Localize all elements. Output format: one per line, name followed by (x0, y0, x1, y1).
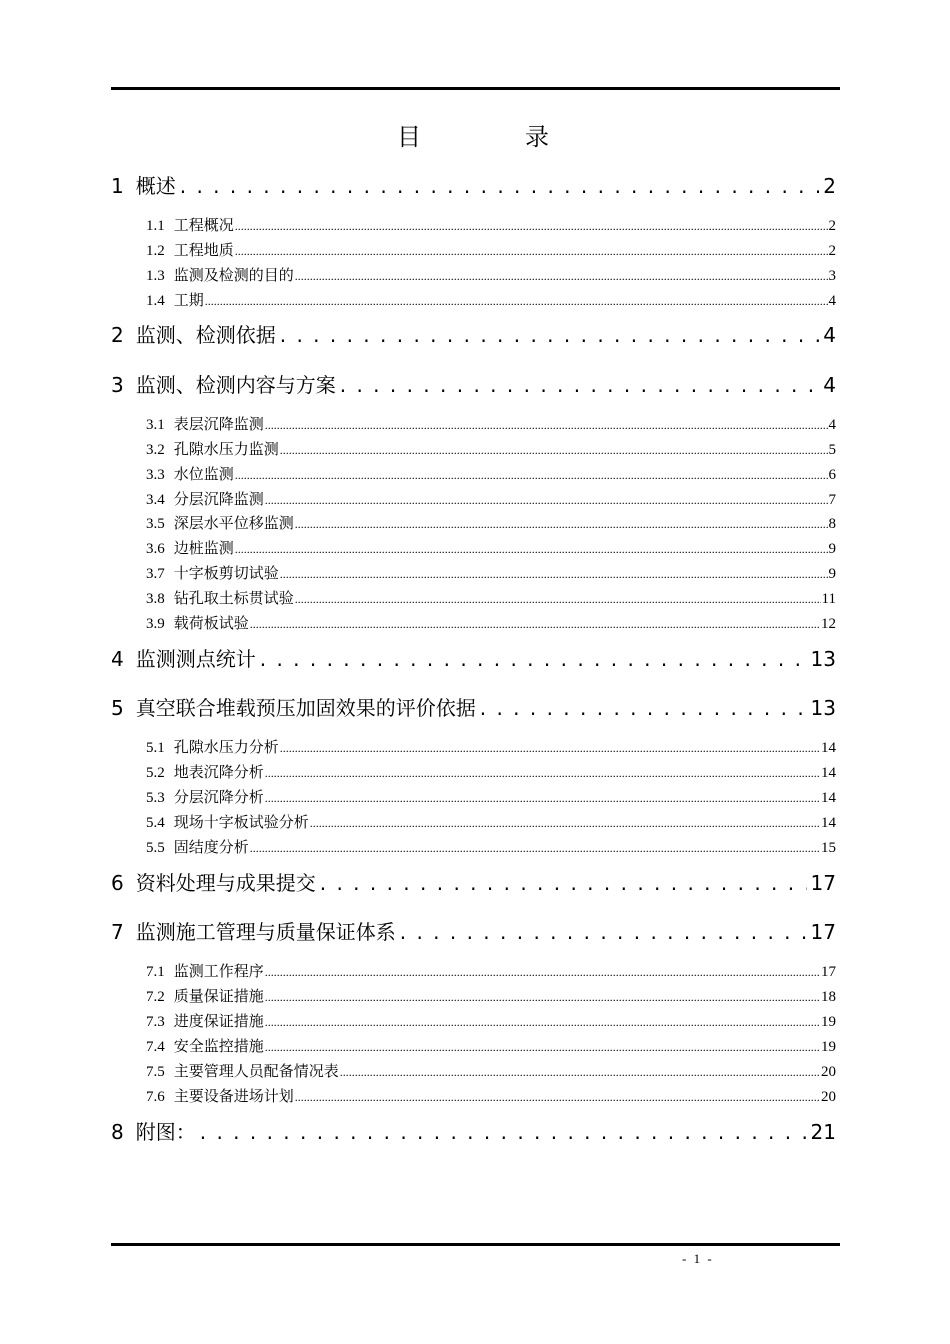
toc-entry-page: 2 (823, 174, 836, 198)
toc-entry-text: 监测、检测内容与方案 (135, 373, 336, 397)
leader-dots (280, 564, 828, 582)
toc-entry-text: 表层沉降监测 (173, 415, 264, 433)
toc-entry[interactable] (111, 867, 836, 896)
toc-entry[interactable] (111, 369, 836, 398)
toc-entry-text: 工程概况 (173, 216, 234, 234)
toc-entry-number: 1.1 (146, 218, 165, 234)
leader-dots (200, 1120, 807, 1144)
toc-entry-page: 7 (828, 492, 836, 508)
toc-entry-number: 1 (111, 174, 124, 198)
toc-entry-page: 11 (821, 591, 836, 607)
toc-entry-number: 1.4 (146, 293, 165, 309)
toc-entry-page: 20 (821, 1089, 836, 1105)
toc-entry-text: 工期 (173, 291, 204, 309)
toc-entry-text: 边桩监测 (173, 539, 234, 557)
toc-entry[interactable] (146, 438, 836, 459)
toc-entry-page: 9 (828, 541, 836, 557)
toc-entry[interactable] (146, 562, 836, 583)
toc-entry-text: 监测、检测依据 (135, 323, 276, 347)
toc-entry-number: 5.3 (146, 790, 165, 806)
toc-entry[interactable] (146, 239, 836, 260)
toc-entry[interactable] (146, 985, 836, 1006)
leader-dots (235, 241, 828, 259)
toc-entry-text: 监测及检测的目的 (173, 266, 294, 284)
leader-dots (340, 373, 820, 397)
leader-dots (250, 614, 820, 632)
leader-dots (280, 440, 828, 458)
toc-entry-page: 2 (828, 243, 836, 259)
toc-entry-number: 3.5 (146, 516, 165, 532)
leader-dots (235, 539, 828, 557)
leader-dots (280, 323, 820, 347)
toc-entry-text: 地表沉降分析 (173, 763, 264, 781)
toc-entry-number: 7 (111, 920, 124, 944)
toc-entry-text: 主要设备进场计划 (173, 1087, 294, 1105)
toc-entry-text: 分层沉降监测 (173, 490, 264, 508)
toc-entry-number: 5.5 (146, 840, 165, 856)
toc-entry-number: 7.3 (146, 1014, 165, 1030)
toc-entry[interactable] (111, 692, 836, 721)
toc-entry-page: 6 (828, 467, 836, 483)
toc-entry-number: 5.1 (146, 740, 165, 756)
toc-entry-text: 质量保证措施 (173, 987, 264, 1005)
toc-entry-text: 真空联合堆载预压加固效果的评价依据 (135, 696, 476, 720)
leader-dots (295, 589, 821, 607)
toc-entry[interactable] (111, 643, 836, 672)
toc-entry-page: 14 (821, 740, 836, 756)
toc-entry-text: 分层沉降分析 (173, 788, 264, 806)
toc-entry-number: 3.2 (146, 442, 165, 458)
toc-entry-text: 载荷板试验 (173, 614, 249, 632)
toc-entry-text: 进度保证措施 (173, 1012, 264, 1030)
leader-dots (265, 763, 820, 781)
leader-dots (310, 813, 820, 831)
toc-entry-page: 17 (810, 871, 836, 895)
toc-entry[interactable] (146, 463, 836, 484)
toc-entry[interactable] (146, 1060, 836, 1081)
toc-entry[interactable] (146, 1010, 836, 1031)
toc-entry-text: 监测工作程序 (173, 962, 264, 980)
toc-entry-page: 4 (828, 417, 836, 433)
leader-dots (265, 788, 820, 806)
toc-entry[interactable] (111, 916, 836, 945)
toc-entry[interactable] (146, 214, 836, 235)
toc-entry[interactable] (111, 319, 836, 348)
footer-rule (111, 1243, 840, 1246)
leader-dots (235, 216, 828, 234)
toc-entry[interactable] (146, 811, 836, 832)
toc-entry-number: 3.3 (146, 467, 165, 483)
toc-entry-text: 安全监控措施 (173, 1037, 264, 1055)
leader-dots (205, 291, 828, 309)
leader-dots (340, 1062, 820, 1080)
toc-entry-page: 4 (828, 293, 836, 309)
toc-entry-page: 19 (821, 1014, 836, 1030)
toc-entry-page: 2 (828, 218, 836, 234)
leader-dots (265, 490, 828, 508)
toc-entry-number: 1.2 (146, 243, 165, 259)
toc-entry-page: 4 (823, 373, 836, 397)
toc-entry-number: 6 (111, 871, 124, 895)
toc-entry-page: 15 (821, 840, 836, 856)
toc-entry[interactable] (146, 413, 836, 434)
toc-entry-number: 5 (111, 696, 124, 720)
toc-entry-page: 3 (828, 268, 836, 284)
toc-entry-text: 固结度分析 (173, 838, 249, 856)
toc-entry-page: 13 (810, 647, 836, 671)
toc-entry-page: 17 (821, 964, 836, 980)
toc-entry[interactable] (146, 512, 836, 533)
toc-entry-page: 20 (821, 1064, 836, 1080)
toc-entry-number: 7.6 (146, 1089, 165, 1105)
page-number: - 1 - (682, 1251, 714, 1266)
leader-dots (265, 415, 828, 433)
toc-entry-number: 3.7 (146, 566, 165, 582)
toc-entry-page: 21 (810, 1120, 836, 1144)
toc-entry-text: 现场十字板试验分析 (173, 813, 309, 831)
toc-entry-page: 12 (821, 616, 836, 632)
toc-entry-number: 5.2 (146, 765, 165, 781)
toc-entry[interactable] (111, 170, 836, 199)
toc-entry-page: 9 (828, 566, 836, 582)
toc-entry[interactable] (146, 289, 836, 310)
toc-entry-text: 孔隙水压力监测 (173, 440, 279, 458)
toc-entry[interactable] (146, 264, 836, 285)
toc-entry-number: 1.3 (146, 268, 165, 284)
leader-dots (280, 738, 820, 756)
toc-entry-number: 7.5 (146, 1064, 165, 1080)
toc-entry-number: 3 (111, 373, 124, 397)
toc-entry-text: 十字板剪切试验 (173, 564, 279, 582)
toc-entry-number: 5.4 (146, 815, 165, 831)
toc-entry[interactable] (111, 1116, 836, 1145)
toc-entry-page: 8 (828, 516, 836, 532)
toc-entry[interactable] (146, 488, 836, 509)
toc-entry[interactable] (146, 836, 836, 857)
toc-entry[interactable] (146, 1035, 836, 1056)
toc-entry-page: 14 (821, 815, 836, 831)
toc-entry-page: 4 (823, 323, 836, 347)
toc-entry-page: 13 (810, 696, 836, 720)
toc-entry-text: 概述 (135, 174, 176, 198)
leader-dots (400, 920, 807, 944)
toc-entry[interactable] (146, 612, 836, 633)
toc-entry[interactable] (146, 537, 836, 558)
toc-entry-text: 主要管理人员配备情况表 (173, 1062, 339, 1080)
toc-entry-page: 5 (828, 442, 836, 458)
toc-entry-text: 深层水平位移监测 (173, 514, 294, 532)
toc-entry-number: 4 (111, 647, 124, 671)
toc-entry-page: 18 (821, 989, 836, 1005)
leader-dots (265, 987, 820, 1005)
leader-dots (265, 1012, 820, 1030)
toc-entry-number: 2 (111, 323, 124, 347)
toc-entry-text: 监测测点统计 (135, 647, 256, 671)
leader-dots (295, 266, 828, 284)
leader-dots (295, 514, 828, 532)
leader-dots (265, 1037, 820, 1055)
toc-entry-text: 孔隙水压力分析 (173, 738, 279, 756)
toc-entry-number: 3.1 (146, 417, 165, 433)
leader-dots (320, 871, 807, 895)
toc-entry-text: 附图： (135, 1120, 196, 1144)
toc-entry-number: 8 (111, 1120, 124, 1144)
toc-title: 目 录 (397, 123, 589, 151)
toc-entry-number: 3.8 (146, 591, 165, 607)
toc-entry-page: 17 (810, 920, 836, 944)
toc-entry-number: 7.2 (146, 989, 165, 1005)
toc-entry[interactable] (146, 1085, 836, 1106)
leader-dots (180, 174, 820, 198)
leader-dots (260, 647, 807, 671)
leader-dots (265, 962, 820, 980)
leader-dots (235, 465, 828, 483)
toc-entry-page: 14 (821, 765, 836, 781)
leader-dots (295, 1087, 820, 1105)
toc-entry-number: 7.1 (146, 964, 165, 980)
toc-entry[interactable] (146, 761, 836, 782)
toc-entry[interactable] (146, 960, 836, 981)
toc-entry-text: 工程地质 (173, 241, 234, 259)
toc-entry-text: 监测施工管理与质量保证体系 (135, 920, 396, 944)
leader-dots (250, 838, 820, 856)
toc-entry-page: 19 (821, 1039, 836, 1055)
toc-entry[interactable] (146, 786, 836, 807)
toc-entry-page: 14 (821, 790, 836, 806)
toc-entry[interactable] (146, 587, 836, 608)
toc-entry[interactable] (146, 736, 836, 757)
toc-entry-text: 资料处理与成果提交 (135, 871, 316, 895)
toc-entry-text: 钻孔取土标贯试验 (173, 589, 294, 607)
toc-entry-number: 3.9 (146, 616, 165, 632)
toc-entry-number: 7.4 (146, 1039, 165, 1055)
toc-entry-number: 3.4 (146, 492, 165, 508)
toc-entry-text: 水位监测 (173, 465, 234, 483)
leader-dots (480, 696, 807, 720)
toc-entry-number: 3.6 (146, 541, 165, 557)
